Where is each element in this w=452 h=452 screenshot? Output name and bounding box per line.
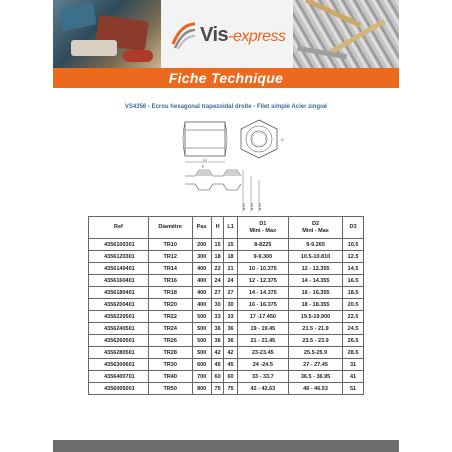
table-cell: 9-9.300 [237,251,288,263]
footer-bar [53,440,399,452]
table-cell: 15 [224,239,237,251]
table-cell: 400 [192,299,211,311]
title-bar [53,68,399,88]
table-cell: 17 -17.450 [237,311,288,323]
table-row [89,263,364,275]
table-cell: 42 [224,347,237,359]
table-header-row [89,217,364,239]
table-cell: 33 [211,311,224,323]
table-cell: TR10 [148,239,192,251]
label-p: P [201,165,205,169]
label-h: H [281,138,284,142]
table-cell: 19.5-19.900 [289,311,343,323]
screws-photo [293,0,399,68]
brand-suffix: -express [228,28,286,45]
table-cell: TR40 [148,371,192,383]
table-cell: 4356260501 [89,335,149,347]
column-header: D2 Mini - Max [289,217,343,239]
table-row [89,275,364,287]
header-banner [53,0,399,68]
table-cell: TR12 [148,251,192,263]
table-cell: 9-9.265 [289,239,343,251]
table-body [89,239,364,395]
table-cell: 400 [192,275,211,287]
table-cell: 36 [224,323,237,335]
table-cell: 25.5-25.9 [289,347,343,359]
table-cell: 33 - 33.7 [237,371,288,383]
table-cell: TR24 [148,323,192,335]
table-cell: TR30 [148,359,192,371]
table-cell: 14 - 14.375 [237,287,288,299]
table-cell: 10 - 10.375 [237,263,288,275]
table-cell: 14 - 14.355 [289,275,343,287]
table-cell: 15 [211,239,224,251]
table-cell: 4356140401 [89,263,149,275]
table-cell: 27 [224,287,237,299]
table-cell: 51 [343,383,364,395]
table-cell: 4356300601 [89,359,149,371]
thread-profile [185,165,262,212]
table-cell: 27 [211,287,224,299]
table-cell: 10.5-10.810 [289,251,343,263]
table-cell: 24 [224,275,237,287]
table-cell: 20.5 [343,299,364,311]
table-cell: 16 - 16.355 [289,287,343,299]
table-cell: 75 [211,383,224,395]
table-cell: 4356180401 [89,287,149,299]
table-cell: TR22 [148,311,192,323]
table-cell: 10.5 [343,239,364,251]
nut-front-view [241,120,284,158]
table-cell: 36 [211,335,224,347]
table-cell: 21 [224,263,237,275]
datasheet-page [53,0,399,452]
table-cell: 600 [192,359,211,371]
column-header: Pas [192,217,211,239]
table-row [89,311,364,323]
table-cell: TR14 [148,263,192,275]
brand-logo [171,18,291,52]
table-cell: 23.5 - 23.9 [289,335,343,347]
table-cell: TR28 [148,347,192,359]
table-row [89,239,364,251]
table-cell: 18 [224,251,237,263]
swoosh-logo-icon [171,20,197,50]
table-cell: 24 [211,275,224,287]
table-cell: 4356100301 [89,239,149,251]
table-cell: 23-23.45 [237,347,288,359]
label-l1: L1 [203,158,207,162]
table-cell: 19 - 19.45 [237,323,288,335]
column-header: D1 Mini - Max [237,217,288,239]
column-header: Ref [89,217,149,239]
table-cell: 4356240501 [89,323,149,335]
table-cell: 800 [192,383,211,395]
table-cell: 45 [224,359,237,371]
table-cell: 36 [224,335,237,347]
table-cell: 16 - 16.375 [237,299,288,311]
table-cell: TR20 [148,299,192,311]
table-cell: 400 [192,287,211,299]
table-cell: 60 [224,371,237,383]
table-cell: 26.5 [343,335,364,347]
table-cell: TR16 [148,275,192,287]
page-title: Fiche Technique [168,70,284,86]
table-cell: 12 - 12.355 [289,263,343,275]
table-row [89,299,364,311]
table-cell: 60 [211,371,224,383]
table-cell: 22.5 [343,311,364,323]
table-cell: 24.5 [343,323,364,335]
label-d1: Ø D1 [242,202,246,210]
table-row [89,359,364,371]
toolbox-photo [53,0,161,68]
label-d3: Ø D3 [258,202,262,210]
table-cell: 12.5 [343,251,364,263]
column-header: Diamètre [148,217,192,239]
table-cell: 700 [192,371,211,383]
table-cell: 18.5 [343,287,364,299]
table-cell: TR26 [148,335,192,347]
technical-drawing [181,118,291,214]
table-cell: 45 [211,359,224,371]
table-cell: 4356160401 [89,275,149,287]
table-row [89,323,364,335]
table-cell: 14.5 [343,263,364,275]
table-cell: 4356280501 [89,347,149,359]
table-row [89,251,364,263]
table-cell: 30 [211,299,224,311]
column-header: H [211,217,224,239]
table-cell: 16.5 [343,275,364,287]
table-row [89,335,364,347]
table-cell: 42 - 42.63 [237,383,288,395]
table-cell: 21.5 - 21.9 [289,323,343,335]
table-cell: TR50 [148,383,192,395]
column-header: L1 [224,217,237,239]
table-cell: 33 [224,311,237,323]
table-cell: 4356200401 [89,299,149,311]
table-cell: TR18 [148,287,192,299]
brand-main: Vis [200,24,229,46]
table-cell: 21 - 21.45 [237,335,288,347]
table-cell: 500 [192,311,211,323]
product-subtitle: VS4356 - Ecrou hexagonal trapezoidal droite - Filet simple Acier zingué [124,104,328,110]
table-cell: 4356400701 [89,371,149,383]
table-cell: 36 [211,323,224,335]
column-header: D3 [343,217,364,239]
table-cell: 4356120301 [89,251,149,263]
table-cell: 24 -24.5 [237,359,288,371]
table-row [89,347,364,359]
table-cell: 300 [192,251,211,263]
table-cell: 500 [192,347,211,359]
table-row [89,287,364,299]
table-cell: 200 [192,239,211,251]
label-d2: Ø D2 [250,202,254,210]
table-cell: 12 - 12.375 [237,275,288,287]
table-row [89,383,364,395]
table-cell: 18 [211,251,224,263]
table-cell: 75 [224,383,237,395]
table-cell: 18 - 18.355 [289,299,343,311]
table-cell: 28.5 [343,347,364,359]
table-cell: 30 [224,299,237,311]
table-cell: 31 [343,359,364,371]
table-cell: 42 [211,347,224,359]
table-cell: 22 [211,263,224,275]
table-cell: 500 [192,335,211,347]
brand-name [200,24,286,47]
spec-table [88,216,364,395]
table-cell: 4356005001 [89,383,149,395]
table-cell: 41 [343,371,364,383]
table-row [89,371,364,383]
table-cell: 8-8225 [237,239,288,251]
table-cell: 500 [192,323,211,335]
table-cell: 4356220501 [89,311,149,323]
table-cell: 46 - 46.53 [289,383,343,395]
table-cell: 400 [192,263,211,275]
nut-side-view [183,122,227,162]
table-cell: 27 - 27.45 [289,359,343,371]
table-cell: 36.5 - 36.95 [289,371,343,383]
